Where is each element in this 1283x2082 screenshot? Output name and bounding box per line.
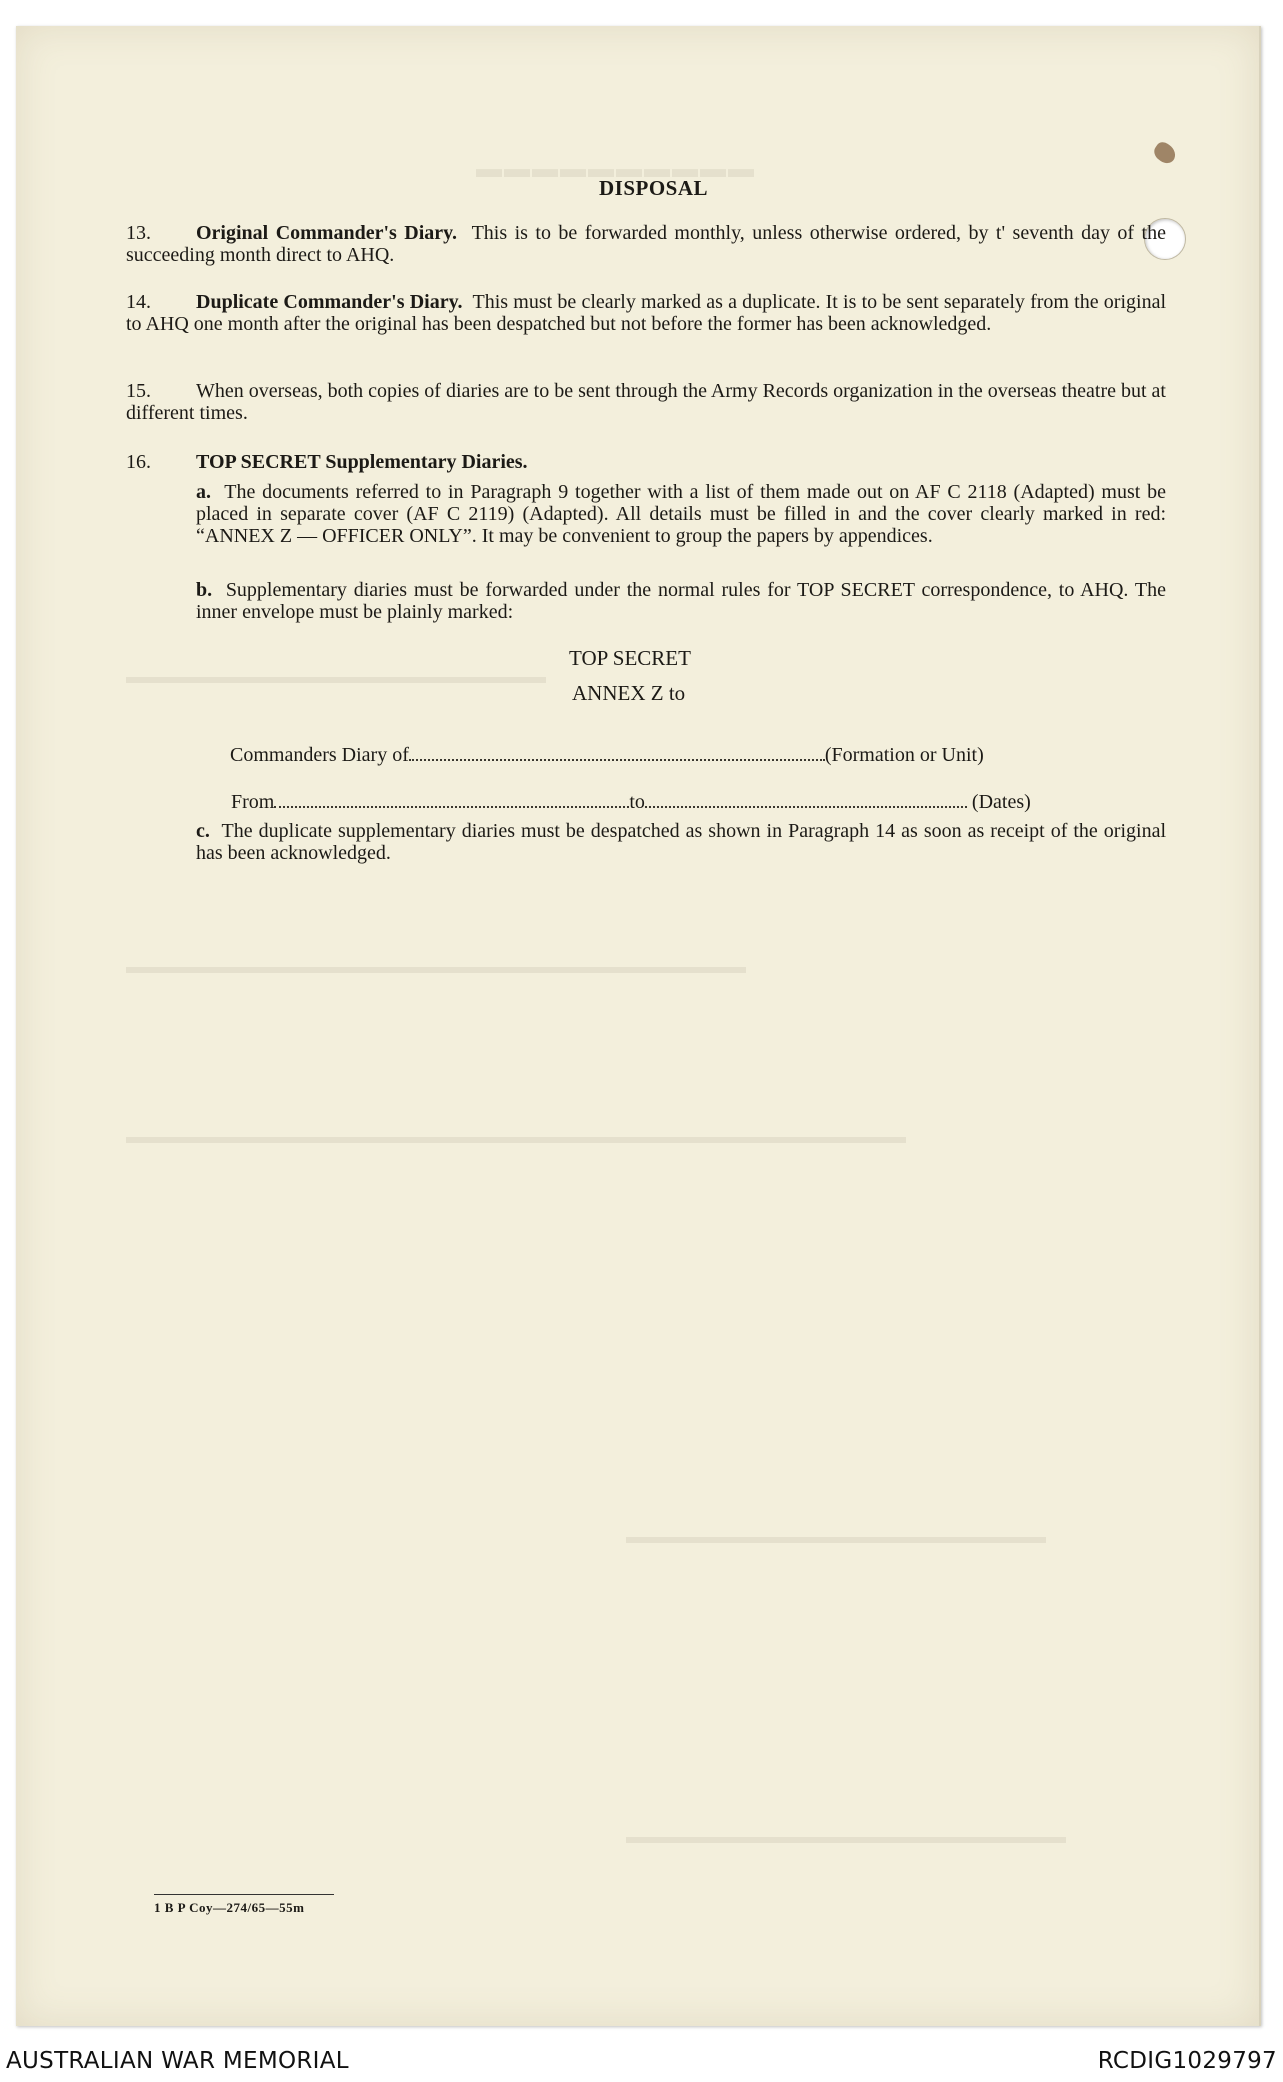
envelope-marking-annex: ANNEX Z to [572,681,686,705]
form-line-commanders-diary [230,744,984,767]
diary-fill-line [409,745,825,761]
envelope-marking-top-secret: TOP SECRET [569,646,691,670]
show-through-text: ▬▬▬▬▬▬▬▬▬▬▬▬▬▬▬▬▬▬▬▬▬▬▬▬▬▬▬▬▬▬▬ [126,956,746,978]
paragraph-15: 15. When overseas, both copies of diaries are to be sent through the Army Records organization in the overseas theatre but at different times. [126,380,1166,424]
footer-archive-name: AUSTRALIAN WAR MEMORIAL [6,2048,349,2074]
show-through-text: ▬▬▬▬▬▬▬▬▬▬▬▬▬▬▬▬▬▬▬▬▬▬▬▬▬▬▬▬▬▬▬▬▬▬▬▬▬▬▬ [126,1126,906,1148]
paragraph-14: 14. Duplicate Commander's Diary. This must be clearly marked as a duplicate. It is to be sent separately from the original to AHQ one month after the original has been despatched but not before the former has been acknowledged. [126,291,1167,335]
printer-rule [154,1894,334,1895]
document-page [16,26,1261,2026]
to-label: to [629,791,645,813]
subparagraph-c: c. The duplicate supplementary diaries must be despatched as shown in Paragraph 14 as soon as receipt of the original has been acknowledged. [196,820,1166,864]
show-through-text: ▬▬▬▬▬▬▬▬▬▬ [476,154,756,183]
show-through-text: ▬▬▬▬▬▬▬▬▬▬▬▬▬▬▬▬▬▬▬▬▬ [126,666,546,688]
diary-label: Commanders Diary of [230,744,409,766]
footer-record-id: RCDIG1029797 [1097,2048,1277,2074]
paragraph-13: 13. Original Commander's Diary. This is to be forwarded monthly, unless otherwise ordered, by t' seventh day of the succeeding month direct to AHQ. [126,222,1166,266]
paper-stain [1151,139,1179,166]
show-through-text: ▬▬▬▬▬▬▬▬▬▬▬▬▬▬▬▬▬▬▬▬▬ [626,1526,1046,1548]
dates-suffix: (Dates) [971,791,1031,813]
from-label: From [231,791,275,813]
from-fill-line [274,792,629,808]
section-heading: DISPOSAL [599,176,709,200]
form-line-dates [231,791,1031,814]
paragraph-16: 16. TOP SECRET Supplementary Diaries. [126,451,528,473]
show-through-text: ▬▬▬▬▬▬▬▬▬▬▬▬▬▬▬▬▬▬▬▬▬▬ [626,1826,1066,1848]
to-fill-line [645,792,967,808]
diary-suffix: (Formation or Unit) [824,744,984,766]
printer-code: 1 B P Coy—274/65—55m [154,1900,305,1915]
subparagraph-b: b. Supplementary diaries must be forwarded under the normal rules for TOP SECRET correspondence, to AHQ. The inner envelope must be plainly marked: [196,579,1167,623]
subparagraph-a: a. The documents referred to in Paragraph 9 together with a list of them made out on AF C 2118 (Adapted) must be placed in separate cover (AF C 2119) (Adapted). All details must be filled in and the cover clearly marked in red: “ANNEX Z — OFFICER ONLY”. It may be convenient to group the papers by appendices. [196,481,1166,547]
